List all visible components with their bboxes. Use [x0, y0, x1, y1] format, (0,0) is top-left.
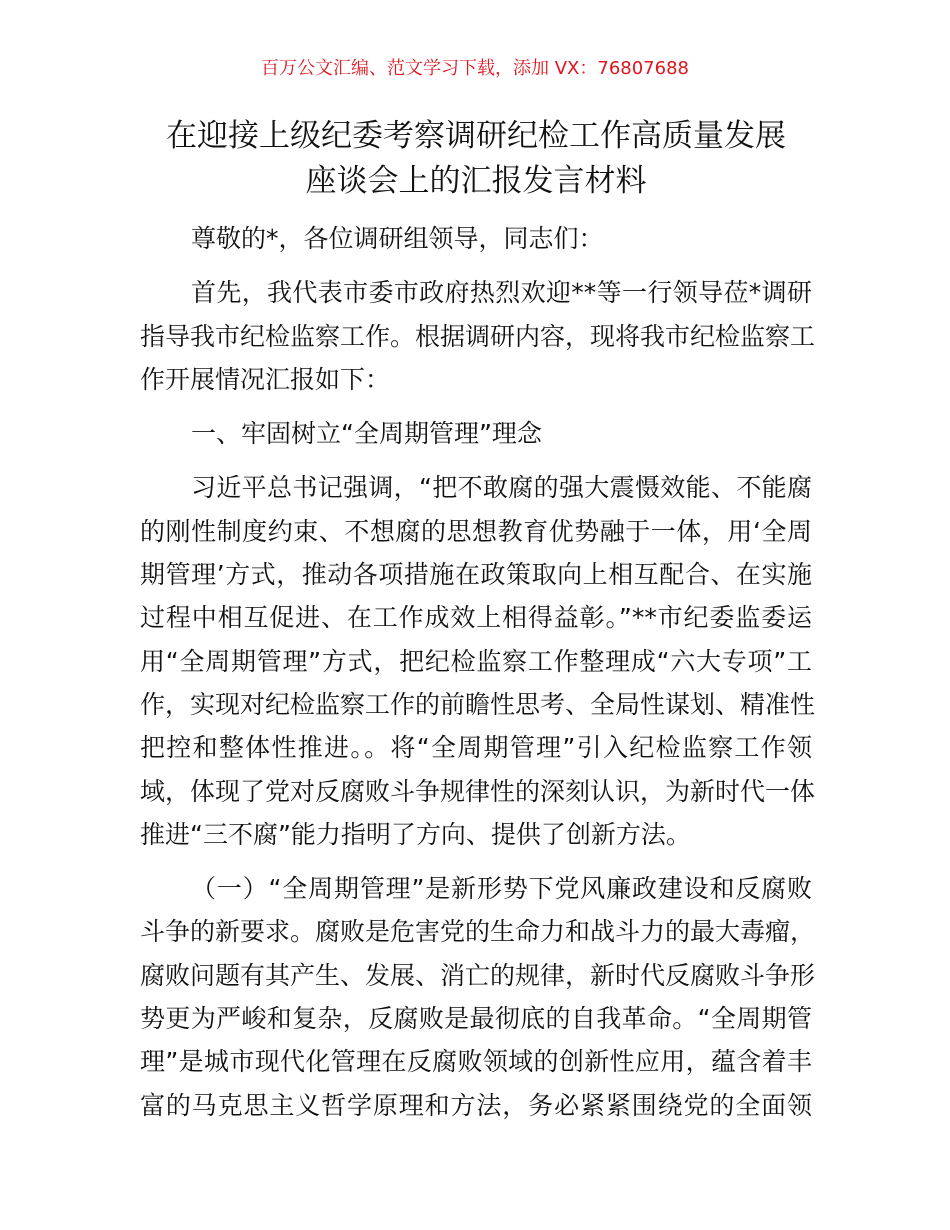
- greeting: [140, 217, 812, 260]
- text-line: 期管理’方式，推动各项措施在政策取向上相互配合、在实施: [140, 560, 812, 590]
- text-line: 域，体现了党对反腐败斗争规律性的深刻认识，为新时代一体: [140, 776, 816, 806]
- document-title: [140, 114, 812, 204]
- watermark-header-note: 百万公文汇编、范文学习下载，添加 VX：76807688: [261, 58, 689, 79]
- text-line: 的刚性制度约束、不想腐的思想教育优势融于一体，用‘全周: [140, 516, 812, 546]
- text-line: 习近平总书记强调，“把不敢腐的强大震慑效能、不能腐: [191, 473, 812, 503]
- document-body: [140, 217, 816, 1138]
- text-line: 作，实现对纪检监察工作的前瞻性思考、全局性谋划、精准性: [140, 689, 816, 719]
- paragraph: [140, 867, 816, 1127]
- title-line: 在迎接上级纪委考察调研纪检工作高质量发展: [166, 118, 786, 154]
- text-line: 作开展情况汇报如下：: [140, 364, 391, 394]
- section-heading: [140, 412, 812, 455]
- text-line: 指导我市纪检监察工作。根据调研内容，现将我市纪检监察工: [140, 321, 816, 351]
- text-line: 一、牢固树立“全周期管理”理念: [191, 419, 542, 449]
- text-line: 斗争的新要求。腐败是危害党的生命力和战斗力的最大毒瘤，: [140, 917, 816, 947]
- text-line: 腐败问题有其产生、发展、消亡的规律，新时代反腐败斗争形: [140, 960, 816, 990]
- paragraph: [140, 271, 816, 401]
- text-line: （一）“全周期管理”是新形势下党风廉政建设和反腐败: [191, 874, 812, 904]
- text-line: 过程中相互促进、在工作成效上相得益彰。”**市纪委监委运: [140, 603, 812, 633]
- title-line: 座谈会上的汇报发言材料: [305, 163, 647, 199]
- text-line: 理”是城市现代化管理在反腐败领域的创新性应用，蕴含着丰: [140, 1047, 812, 1077]
- paragraph: [140, 466, 816, 856]
- text-line: 首先，我代表市委市政府热烈欢迎**等一行领导莅*调研: [191, 278, 812, 308]
- text-line: 用“全周期管理”方式，把纪检监察工作整理成“六大专项”工: [140, 646, 812, 676]
- text-line: 推进“三不腐”能力指明了方向、提供了创新方法。: [140, 819, 691, 849]
- text-line: 把控和整体性推进。。将“全周期管理”引入纪检监察工作领: [140, 733, 812, 763]
- text-line: 势更为严峻和复杂，反腐败是最彻底的自我革命。“全周期管: [140, 1004, 812, 1034]
- text-line: 富的马克思主义哲学原理和方法，务必紧紧围绕党的全面领: [140, 1090, 812, 1120]
- text-line: 尊敬的*，各位调研组领导，同志们：: [191, 224, 604, 253]
